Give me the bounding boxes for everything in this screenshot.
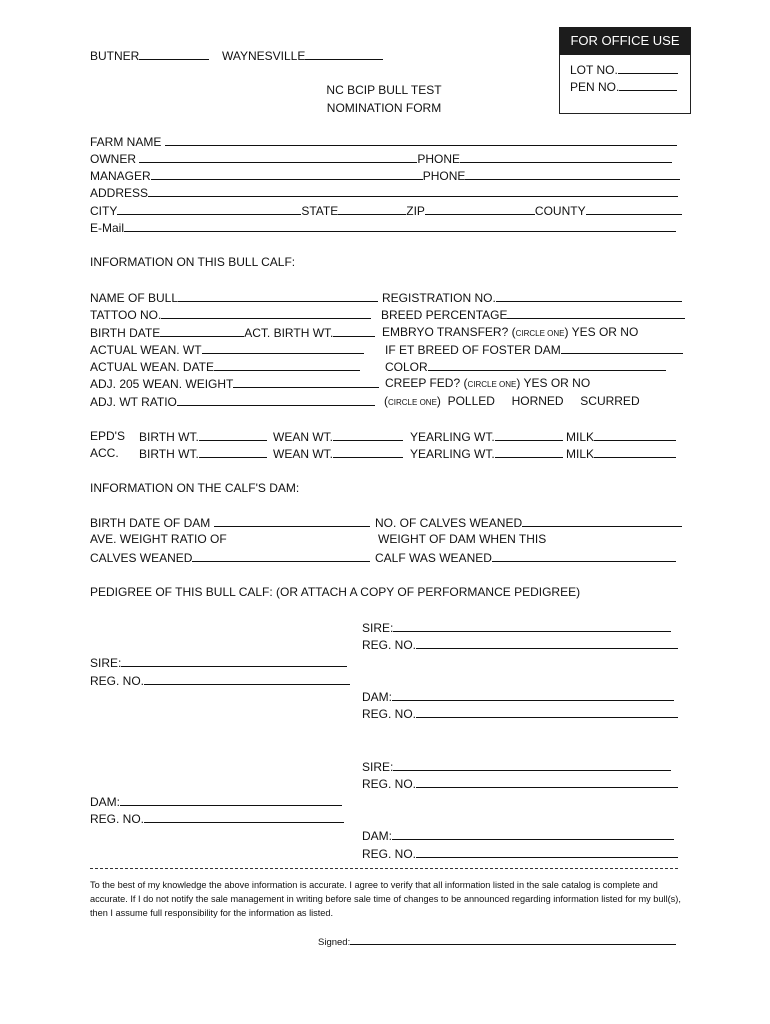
owner-phone-label: PHONE: [417, 152, 461, 166]
county-field[interactable]: [586, 202, 682, 215]
paternal-grandsire-reg-label: REG. NO.: [362, 638, 417, 652]
title-line-2: NOMINATION FORM: [326, 101, 442, 115]
foster-dam-label: IF ET BREED OF FOSTER DAM: [385, 343, 561, 357]
breed-percentage-field[interactable]: [507, 306, 685, 319]
acc-wean-wt-field[interactable]: [333, 445, 403, 458]
city-field[interactable]: [117, 202, 301, 215]
horn-status-row: [384, 393, 640, 409]
lot-no-field[interactable]: [618, 61, 678, 74]
actual-wean-date-label: ACTUAL WEAN. DATE: [90, 360, 215, 374]
butner-field[interactable]: [139, 47, 209, 60]
maternal-grandsire-reg-field[interactable]: [416, 775, 678, 788]
paternal-grandsire-field[interactable]: [393, 619, 671, 632]
manager-label: MANAGER: [90, 169, 151, 183]
epd-yearling-wt-field[interactable]: [495, 428, 563, 441]
farm-name-field[interactable]: [165, 133, 677, 146]
paternal-grandsire-row: [362, 619, 671, 635]
tattoo-label: TATTOO NO.: [90, 308, 162, 322]
birth-date-row: [90, 324, 375, 340]
manager-field[interactable]: [151, 167, 423, 180]
pedigree-heading: PEDIGREE OF THIS BULL CALF: (OR ATTACH A COPY OF PERFORMANCE PEDIGREE): [90, 585, 581, 599]
calf-was-weaned-label: CALF WAS WEANED: [375, 551, 492, 565]
county-label: COUNTY: [534, 204, 586, 218]
maternal-granddam-reg-field[interactable]: [416, 845, 678, 858]
epd-wean-wt-field[interactable]: [333, 428, 403, 441]
color-row: [385, 358, 666, 374]
embryo-transfer-row: [382, 324, 638, 340]
manager-phone-label: PHONE: [422, 169, 466, 183]
breed-percentage-label: BREED PERCENTAGE: [381, 308, 508, 322]
signed-label: Signed:: [318, 937, 351, 948]
acc-yearling-wt-label: YEARLING WT.: [410, 447, 495, 461]
acc-milk-field[interactable]: [594, 445, 676, 458]
creep-fed-row: [385, 375, 590, 391]
paternal-granddam-reg-label: REG. NO.: [362, 707, 417, 721]
maternal-grandsire-label: SIRE:: [362, 760, 394, 774]
weight-when-label: WEIGHT OF DAM WHEN THIS: [378, 532, 547, 546]
owner-field[interactable]: [139, 150, 417, 163]
horn-circle-one: CIRCLE ONE: [388, 398, 437, 407]
dam-birth-date-field[interactable]: [214, 514, 370, 527]
sire-reg-label: REG. NO.: [90, 674, 145, 688]
dam-section-heading: INFORMATION ON THE CALF'S DAM:: [90, 481, 300, 495]
dam-row: [90, 793, 342, 809]
pen-no-field[interactable]: [619, 78, 677, 91]
tattoo-row: [90, 306, 371, 322]
state-label: STATE: [301, 204, 339, 218]
birth-date-field[interactable]: [160, 324, 244, 337]
sire-row: [90, 654, 347, 670]
location-waynesville: [222, 47, 383, 63]
address-label: ADDRESS: [90, 186, 149, 200]
calves-weaned-label: CALVES WEANED: [90, 551, 193, 565]
color-field[interactable]: [428, 358, 666, 371]
adj-wt-ratio-label: ADJ. WT RATIO: [90, 395, 177, 409]
epd-yearling-wt: [410, 428, 563, 444]
agreement-statement: To the best of my knowledge the above information is accurate. I agree to verify that all information listed in the sale catalog is complete and accurate. If I do not notify the sale management in writing before sale time of changes to be announced regarding information listed for my bull(s), then I assume full responsibility for the information as listed.: [90, 880, 681, 918]
paternal-granddam-reg-row: [362, 705, 678, 721]
calves-weaned-no-row: [375, 514, 682, 530]
epd-milk-field[interactable]: [594, 428, 676, 441]
owner-phone-field[interactable]: [460, 150, 672, 163]
creep-yes-no[interactable]: ) YES OR NO: [516, 376, 591, 390]
horn-open-paren: (: [384, 394, 388, 408]
maternal-granddam-reg-row: [362, 845, 678, 861]
actual-wean-wt-row: [90, 341, 364, 357]
epd-wean-wt-label: WEAN WT.: [273, 430, 333, 444]
farm-name-row: [90, 133, 677, 149]
epd-label: EPD'S: [90, 429, 125, 443]
lot-no-label: LOT NO.: [570, 63, 618, 77]
acc-wean-wt: [273, 445, 403, 461]
address-row: [90, 184, 678, 200]
acc-birth-wt-field[interactable]: [199, 445, 267, 458]
pen-no-label: PEN NO.: [570, 80, 620, 94]
maternal-granddam-reg-label: REG. NO.: [362, 847, 417, 861]
dam-reg-field[interactable]: [144, 810, 344, 823]
adj-205-label: ADJ. 205 WEAN. WEIGHT: [90, 377, 234, 391]
maternal-grandsire-reg-row: [362, 775, 678, 791]
paternal-grandsire-reg-row: [362, 636, 678, 652]
embryo-transfer-label: EMBRYO TRANSFER? (: [382, 325, 516, 339]
epd-wean-wt: [273, 428, 403, 444]
epd-milk: [566, 428, 676, 444]
name-of-bull-row: [90, 289, 378, 305]
pen-no-row: [570, 78, 677, 94]
act-birth-wt-field[interactable]: [333, 324, 375, 337]
address-field[interactable]: [148, 184, 678, 197]
calf-was-weaned-row: [375, 549, 676, 565]
office-use-box: [559, 55, 691, 114]
calves-weaned-no-field[interactable]: [522, 514, 682, 527]
dam-birth-date-row: [90, 514, 370, 530]
paternal-grandsire-label: SIRE:: [362, 621, 394, 635]
creep-circle-one: CIRCLE ONE: [467, 380, 517, 389]
calves-weaned-row: [90, 549, 370, 565]
waynesville-field[interactable]: [305, 47, 383, 60]
registration-row: [382, 289, 682, 305]
maternal-grandsire-reg-label: REG. NO.: [362, 777, 417, 791]
ave-weight-ratio-label: AVE. WEIGHT RATIO OF: [90, 532, 227, 546]
actual-wean-date-field[interactable]: [214, 358, 360, 371]
zip-label: ZIP: [406, 204, 425, 218]
acc-yearling-wt-field[interactable]: [495, 445, 563, 458]
sire-field[interactable]: [121, 654, 347, 667]
sire-label: SIRE:: [90, 656, 122, 670]
owner-label: OWNER: [90, 152, 136, 166]
dashed-divider: [90, 868, 678, 869]
email-label: E-Mail: [90, 221, 125, 235]
owner-row: [90, 150, 672, 166]
farm-name-label: FARM NAME: [90, 135, 162, 149]
sire-reg-row: [90, 672, 350, 688]
signature-row: [318, 935, 676, 951]
sire-reg-field[interactable]: [144, 672, 350, 685]
waynesville-label: WAYNESVILLE: [222, 49, 306, 63]
epd-yearling-wt-label: YEARLING WT.: [410, 430, 495, 444]
dam-reg-label: REG. NO.: [90, 812, 145, 826]
city-label: CITY: [90, 204, 118, 218]
maternal-grandsire-field[interactable]: [393, 758, 671, 771]
calf-was-weaned-field[interactable]: [492, 549, 676, 562]
registration-label: REGISTRATION NO.: [382, 291, 496, 305]
epd-milk-label: MILK: [566, 430, 595, 444]
maternal-granddam-field[interactable]: [392, 827, 674, 840]
acc-birth-wt: [139, 445, 267, 461]
dam-field[interactable]: [120, 793, 342, 806]
calves-weaned-field[interactable]: [192, 549, 370, 562]
dam-birth-date-label: BIRTH DATE OF DAM: [90, 516, 211, 530]
foster-dam-field[interactable]: [561, 341, 683, 354]
adj-205-row: [90, 375, 379, 391]
foster-dam-row: [385, 341, 683, 357]
acc-label: ACC.: [90, 446, 119, 460]
acc-milk: [566, 445, 676, 461]
actual-wean-wt-field[interactable]: [202, 341, 364, 354]
registration-field[interactable]: [496, 289, 682, 302]
manager-phone-field[interactable]: [465, 167, 680, 180]
email-row: [90, 219, 676, 235]
name-of-bull-label: NAME OF BULL: [90, 291, 179, 305]
office-use-heading: FOR OFFICE USE: [559, 27, 691, 55]
calves-weaned-no-label: NO. OF CALVES WEANED: [375, 516, 523, 530]
breed-percentage-row: [381, 306, 685, 322]
paternal-grandsire-reg-field[interactable]: [416, 636, 678, 649]
name-of-bull-field[interactable]: [178, 289, 378, 302]
adj-wt-ratio-row: [90, 393, 375, 409]
adj-205-field[interactable]: [233, 375, 379, 388]
acc-wean-wt-label: WEAN WT.: [273, 447, 333, 461]
title-line-1: NC BCIP BULL TEST: [326, 83, 442, 97]
birth-date-label: BIRTH DATE: [90, 326, 161, 340]
actual-wean-wt-label: ACTUAL WEAN. WT: [90, 343, 202, 357]
tattoo-field[interactable]: [161, 306, 371, 319]
acc-birth-wt-label: BIRTH WT.: [139, 447, 199, 461]
act-birth-wt-label: ACT. BIRTH WT.: [244, 326, 334, 340]
paternal-granddam-reg-field[interactable]: [416, 705, 678, 718]
email-field[interactable]: [124, 219, 676, 232]
epd-birth-wt: [139, 428, 267, 444]
embryo-circle-one: CIRCLE ONE: [515, 329, 565, 338]
maternal-grandsire-row: [362, 758, 671, 774]
epd-birth-wt-field[interactable]: [199, 428, 267, 441]
lot-no-row: [570, 61, 678, 77]
manager-row: [90, 167, 680, 183]
maternal-granddam-row: [362, 827, 674, 843]
butner-label: BUTNER: [90, 49, 140, 63]
paternal-granddam-field[interactable]: [392, 688, 674, 701]
state-field[interactable]: [338, 202, 406, 215]
dam-reg-row: [90, 810, 344, 826]
acc-yearling-wt: [410, 445, 563, 461]
location-butner: [90, 47, 209, 63]
color-label: COLOR: [385, 360, 428, 374]
paternal-granddam-label: DAM:: [362, 690, 392, 704]
acc-milk-label: MILK: [566, 447, 595, 461]
calf-section-heading: INFORMATION ON THIS BULL CALF:: [90, 255, 296, 269]
zip-field[interactable]: [425, 202, 535, 215]
horn-status-choices[interactable]: ) POLLED HORNED SCURRED: [436, 394, 640, 408]
paternal-granddam-row: [362, 688, 674, 704]
adj-wt-ratio-field[interactable]: [177, 393, 375, 406]
actual-wean-date-row: [90, 358, 360, 374]
maternal-granddam-label: DAM:: [362, 829, 392, 843]
signature-field[interactable]: [350, 935, 676, 945]
epd-birth-wt-label: BIRTH WT.: [139, 430, 199, 444]
city-row: [90, 202, 682, 218]
creep-fed-label: CREEP FED? (: [385, 376, 468, 390]
dam-label: DAM:: [90, 795, 120, 809]
embryo-yes-no[interactable]: ) YES OR NO: [564, 325, 639, 339]
